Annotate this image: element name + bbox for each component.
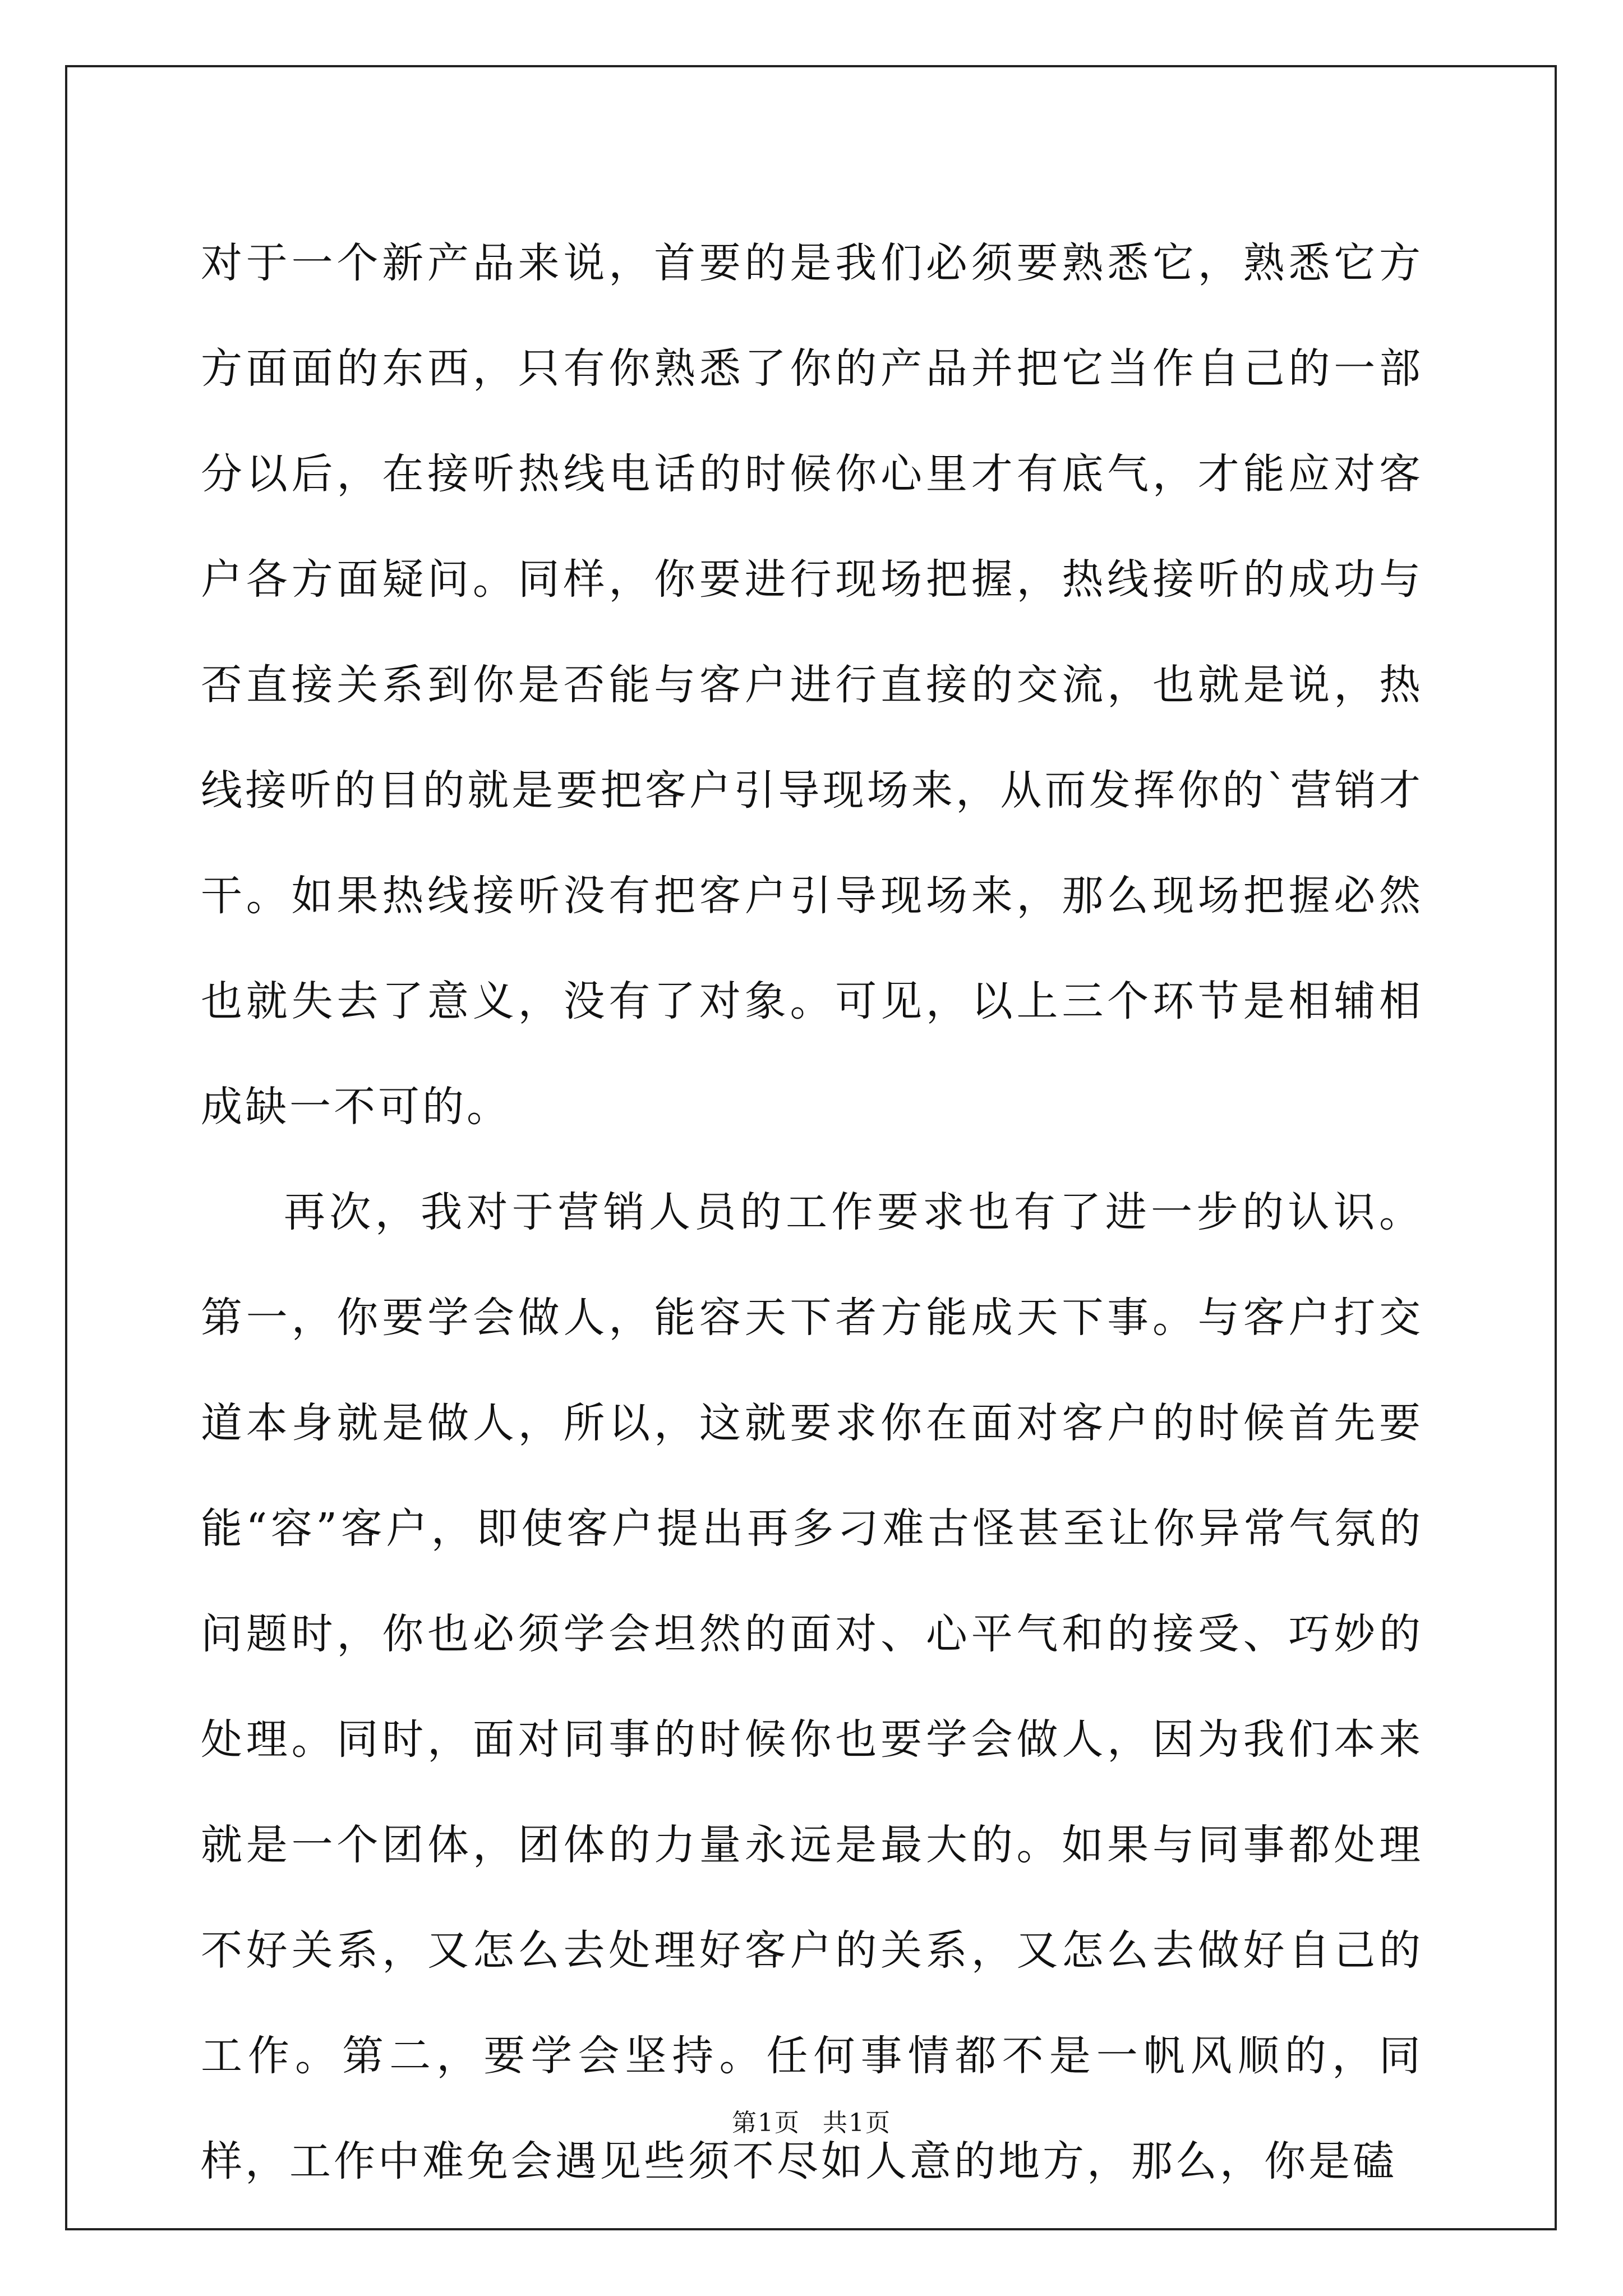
document-body: [201, 210, 1423, 2214]
page-footer: [0, 2106, 1623, 2140]
paragraph-2: 再次，我对于营销人员的工作要求也有了进一步的认识。第一，你要学会做人，能容天下者方能成天下事。与客户打交道本身就是做人，所以，这就要求你在面对客户的时候首先要能“容”客户，即使客户提出再多刁难古怪甚至让你异常气氛的问题时，你也必须学会坦然的面对、心平气和的接受、巧妙的处理。同时，面对同事的时候你也要学会做人，因为我们本来就是一个团体，团体的力量永远是最大的。如果与同事都处理不好关系，又怎么去处理好客户的关系，又怎么去做好自己的工作。第二，要学会坚持。任何事情都不是一帆风顺的，同样，工作中难免会遇见些须不尽如人意的地方，那么，你是磕: [201, 1188, 1423, 2185]
page-number: 第1页: [732, 2109, 800, 2137]
paragraph-1: 对于一个新产品来说，首要的是我们必须要熟悉它，熟悉它方方面面的东西，只有你熟悉了你的产品并把它当作自己的一部分以后，在接听热线电话的时候你心里才有底气，才能应对客户各方面疑问。同样，你要进行现场把握，热线接听的成功与否直接关系到你是否能与客户进行直接的交流，也就是说，热线接听的目的就是要把客户引导现场来，从而发挥你的`营销才干。如果热线接听没有把客户引导现场来，那么现场把握必然也就失去了意义，没有了对象。可见，以上三个环节是相辅相成缺一不可的。: [201, 239, 1423, 1131]
page-total: 共1页: [823, 2109, 891, 2137]
